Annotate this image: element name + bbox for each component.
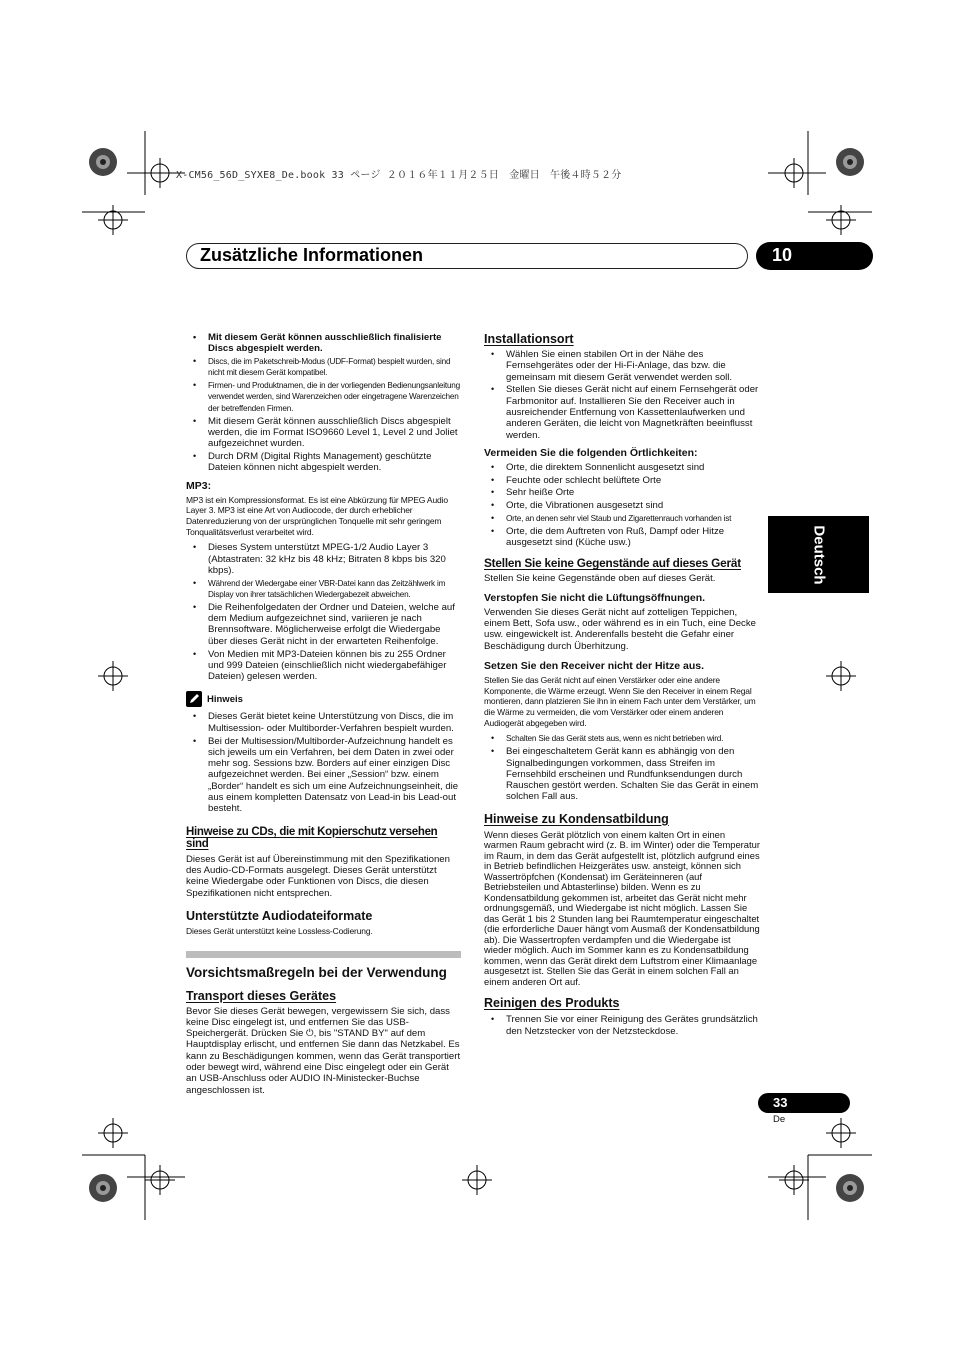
cleaning-list: [484, 1014, 760, 1037]
precautions-heading: Vorsichtsmaßregeln bei der Verwendung: [186, 964, 447, 980]
copy-protection-text: Dieses Gerät ist auf Übereinstimmung mit den Spezifikationen des Audio-CD-Formats ausgelegt. Dieses Gerät unterstützt keine Wiedergabe oder Funktionen von Discs, die diesen Spezifikationen nicht entsprechen.: [186, 853, 450, 899]
list-item: • Bei eingeschaltetem Gerät kann es abhängig von den Signalbedingungen vorkommen, dass Streifen im Fernsehbild erscheinen und Rundfunksendungen durch Rauschen gestört werden. Schalten Sie das Gerät in einem solchen Fall aus.: [484, 746, 760, 802]
page-language: De: [773, 1114, 786, 1125]
formats-heading: Unterstützte Audiodateiformate: [186, 908, 373, 923]
list-item: • Orte, die direktem Sonnenlicht ausgesetzt sind: [484, 462, 760, 473]
list-item: • Orte, an denen sehr viel Staub und Zigarettenrauch vorhanden ist: [484, 513, 760, 524]
list-item: • Trennen Sie vor einer Reinigung des Gerätes grundsätzlich den Netzstecker von der Netzsteckdose.: [484, 1014, 760, 1037]
chapter-badge: [756, 242, 873, 270]
vent-text: Verwenden Sie dieses Gerät nicht auf zotteligen Teppichen, einem Bett, Sofa usw., oder während es in ein Tuch, eine Decke usw. eingewickelt ist. Anderenfalls besteht die Gefahr einer Beschädigung durch Überhitzung.: [484, 606, 756, 652]
hint-list: [186, 711, 462, 814]
list-item: • Bei der Multisession/Multiborder-Aufzeichnung handelt es sich jeweils um ein Verfahren, bei dem Daten in zwei oder mehr sog. Sessions bzw. Borders auf einer einzigen Disc aufgezeichnet werden. Bei einer „Session“ bzw. einem „Border“ handelt es sich um eine Aufzeichnungseinheit, die aus einem kompletten Datensatz von Lead-in bis Lead-out besteht.: [186, 736, 462, 815]
heat-text: Stellen Sie das Gerät nicht auf einen Verstärker oder eine andere Komponente, die Wärme erzeugt. Wenn Sie den Receiver in einem Regal montieren, dann platzieren Sie ihn in einem Fach unter dem Verstärker, um die Wärme zu vermeiden, die vom Verstärker oder einem anderen Audiogerät abgegeben wird.: [484, 674, 756, 728]
chapter-number: 10: [772, 245, 793, 265]
heat-list: [484, 733, 760, 802]
list-item: • Mit diesem Gerät können ausschließlich Discs abgespielt werden, die im Format ISO9660 Level 1, Level 2 und Joliet aufgezeichnet wurden.: [186, 416, 462, 450]
list-item: • Dieses Gerät bietet keine Unterstützung von Discs, die im Multisession- oder Multiborder-Verfahren bespielt wurden.: [186, 711, 462, 734]
condensation-text: Wenn dieses Gerät plötzlich von einem kalten Ort in einen warmen Raum gebracht wird (z. B. im Winter) oder die Temperatur im Raum, in dem das Gerät aufgestellt ist, plötzlich aufgrund eines in Betrieb befindlichen Heizgerätes usw. ansteigt, können sich Wassertröpfchen (Kondensat) im Geräteinneren (auf Betriebsteilen und Abtasterlinse) bilden. Wenn es zu Kondensatbildung gekommen ist, arbeitet das Gerät nicht mehr ordnungsgemäß, und Wiedergabe ist nicht möglich. Lassen Sie das Gerät 1 bis 2 Stunden lang bei Raumtemperatur eingeschaltet (die erforderliche Dauer hängt vom Ausmaß der Kondensatbildung ab). Die Wassertropfen verdampfen und die Wiedergabe ist wieder möglich. Auch im Sommer kann es zu Kondensatbildung kommen, wenn das Gerät direkt dem Luftstrom einer Klimaanlage ausgesetzt ist. Stellen Sie das Gerät in einem solchen Fall an einem anderen Ort auf.: [484, 828, 760, 987]
list-item: • Schalten Sie das Gerät stets aus, wenn es nicht betrieben wird.: [484, 733, 760, 744]
mp3-heading: MP3:: [186, 479, 212, 492]
list-item: • Während der Wiedergabe einer VBR-Datei kann das Zeitzählwerk im Display von ihrer tatsächlichen Wiedergabezeit abweichen.: [186, 578, 462, 601]
page-number-badge: [758, 1093, 850, 1113]
copy-protection-heading: Hinweise zu CDs, die mit Kopierschutz versehen sind: [186, 825, 438, 850]
language-tab-label: Deutsch: [810, 524, 827, 585]
condensation-heading: Hinweise zu Kondensatbildung: [484, 811, 669, 826]
list-item: • Stellen Sie dieses Gerät nicht auf einem Fernsehgerät oder Farbmonitor auf. Installieren Sie den Receiver auch in ausreichender Entfernung von Kassettenlaufwerken und anderen Geräten, die leicht von Magnetkräften beeinflusst werden.: [484, 384, 760, 440]
page-title: Zusätzliche Informationen: [200, 245, 424, 265]
chapter-title-bar: [186, 243, 748, 269]
list-item: • Durch DRM (Digital Rights Management) geschützte Dateien können nicht abgespielt werden.: [186, 451, 462, 474]
mp3-text: MP3 ist ein Kompressionsformat. Es ist eine Abkürzung für MPEG Audio Layer 3. MP3 ist eine Art von Audiocode, der durch erheblicher Datenreduzierung von der ursprünglichen Tonquelle mit sehr geringem Tonqualitätsverlust verarbeitet wird.: [186, 494, 448, 537]
installation-list: [484, 349, 760, 441]
right-column: [484, 332, 760, 1038]
left-column: [186, 332, 462, 1096]
list-item: • Sehr heiße Orte: [484, 487, 760, 498]
avoid-heading: Vermeiden Sie die folgenden Örtlichkeiten:: [484, 446, 698, 459]
hint-header: [186, 691, 462, 707]
list-item: • Dieses System unterstützt MPEG-1/2 Audio Layer 3 (Abtastraten: 32 kHz bis 48 kHz; Bitraten 8 kbps bis 320 kbps).: [186, 542, 462, 576]
heat-heading: Setzen Sie den Receiver nicht der Hitze aus.: [484, 659, 704, 672]
cleaning-heading: Reinigen des Produkts: [484, 996, 620, 1011]
disc-notes-list: [186, 332, 462, 474]
formats-text: Dieses Gerät unterstützt keine Lossless-Codierung.: [186, 925, 373, 936]
language-tab: [768, 516, 869, 593]
list-item: • Wählen Sie einen stabilen Ort in der Nähe des Fernsehgerätes oder der Hi-Fi-Anlage, das bzw. die gemeinsam mit diesem Gerät verwendet werden soll.: [484, 349, 760, 383]
page-number: 33: [773, 1095, 788, 1110]
file-header: X-CM56_56D_SYXE8_De.book 33 ページ ２０１６年１１月２５日 金曜日 午後４時５２分: [176, 170, 622, 181]
list-item: • Feuchte oder schlecht belüftete Orte: [484, 475, 760, 486]
avoid-list: [484, 462, 760, 549]
section-divider: [186, 951, 461, 958]
note-icon: [186, 691, 202, 707]
list-item: • Discs, die im Paketschreib-Modus (UDF-Format) bespielt wurden, sind nicht mit diesem Gerät kompatibel.: [186, 356, 462, 379]
transport-text: Bevor Sie dieses Gerät bewegen, vergewissern Sie sich, dass keine Disc eingelegt ist, und entfernen Sie das USB-Speichergerät. Drücken Sie ⏻, bis "STAND BY" auf dem Hauptdisplay erlischt, und entfernen Sie dann das Netzkabel. Es kann zu Beschädigungen kommen, wenn das Gerät transportiert oder bewegt wird, während eine Disc eingelegt oder ein Gerät an USB-Anschluss oder AUDIO IN-Ministecker-Buchse angeschlossen ist.: [186, 1005, 461, 1096]
installation-heading: Installationsort: [484, 332, 574, 346]
list-item: • Orte, die Vibrationen ausgesetzt sind: [484, 500, 760, 511]
list-item: • Die Reihenfolgedaten der Ordner und Dateien, welche auf dem Medium aufgezeichnet sind, variieren je nach Brennsoftware. Möglicherweise erfolgt die Wiedergabe über dieses Gerät nicht in der erwarteten Reihenfolge.: [186, 602, 462, 647]
vent-heading: Verstopfen Sie nicht die Lüftungsöffnungen.: [484, 591, 706, 604]
no-objects-text: Stellen Sie keine Gegenstände oben auf dieses Gerät.: [484, 573, 716, 585]
list-item: • Orte, die dem Auftreten von Ruß, Dampf oder Hitze ausgesetzt sind (Küche usw.): [484, 526, 760, 549]
list-item: • Mit diesem Gerät können ausschließlich finalisierte Discs abgespielt werden.: [186, 332, 462, 355]
list-item: • Von Medien mit MP3-Dateien können bis zu 255 Ordner und 999 Dateien (einschließlich nicht wiedergabefähiger Dateien) gelesen werden.: [186, 649, 462, 683]
no-objects-heading: Stellen Sie keine Gegenstände auf dieses Gerät: [484, 556, 741, 571]
mp3-list: [186, 542, 462, 682]
hint-label: Hinweis: [207, 693, 243, 705]
transport-heading: Transport dieses Gerätes: [186, 988, 337, 1003]
list-item: • Firmen- und Produktnamen, die in der vorliegenden Bedienungsanleitung verwendet werden, sind Warenzeichen oder eingetragene Warenzeichen der betreffenden Firmen.: [186, 380, 462, 414]
